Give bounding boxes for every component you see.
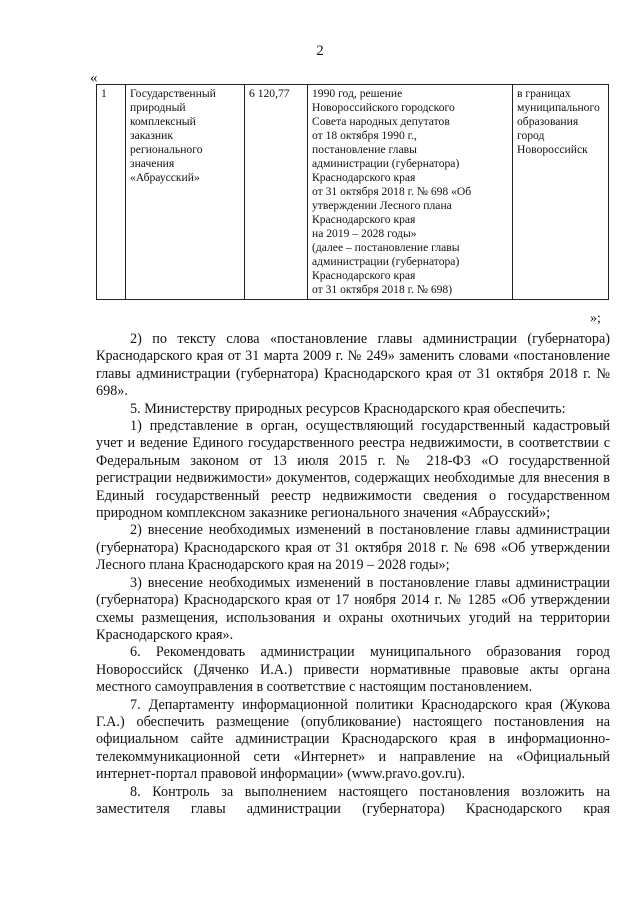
area-cell: 6 120,77: [245, 85, 308, 300]
legal-basis-cell: [308, 85, 513, 300]
row-number-cell: 1: [97, 85, 126, 300]
location-line: муниципального: [517, 101, 600, 114]
legal-basis-line: Краснодарского края: [312, 171, 416, 184]
paragraph-item-5-2: 2) внесение необходимых изменений в постановление главы администрации (губернатора) Краснодарского края от 31 октября 2018 г. № 698 «Об утверждении Лесного плана Краснодарского края на 2019 – 2028 годы»;: [96, 522, 610, 574]
reserve-name-line: природный: [130, 101, 186, 114]
paragraph-item-5: 5. Министерству природных ресурсов Краснодарского края обеспечить:: [130, 400, 566, 417]
paragraph-item-7: 7. Департаменту информационной политики Краснодарского края (Жукова Г.А.) обеспечить размещение (опубликование) настоящего постановления на официальном сайте администрации Краснодарского края в информационно-телекоммуникационной сети «Интернет» и направление на «Официальный интернет-портал правовой информации» (www.pravo.gov.ru).: [96, 696, 610, 783]
reserve-name-line: регионального: [130, 143, 203, 156]
legal-basis-line: постановление главы: [312, 143, 417, 156]
paragraph-item-6: 6. Рекомендовать администрации муниципального образования город Новороссийск (Дяченко И.А.) привести нормативные правовые акты органа местного самоуправления в соответствие с настоящим постановлением.: [96, 644, 610, 696]
reserve-name-line: комплексный: [130, 115, 196, 128]
location-line: Новороссийск: [517, 143, 588, 156]
reserve-name-line: заказник: [130, 129, 173, 142]
paragraph-amendment-2: 2) по тексту слова «постановление главы администрации (губернатора) Краснодарского края от 31 марта 2009 г. № 249» заменить словами «постановление главы администрации (губернатора) Краснодарского края от 31 октября 2018 г. № 698».: [96, 331, 610, 400]
legal-basis-line: от 18 октября 1990 г.,: [312, 129, 417, 142]
legal-basis-line: (далее – постановление главы: [312, 241, 460, 254]
page-number: 2: [316, 43, 324, 59]
opening-quote-mark: «: [90, 70, 98, 86]
legal-basis-line: Краснодарского края: [312, 269, 416, 282]
reserve-table: [96, 84, 609, 300]
location-cell: [513, 85, 609, 300]
legal-basis-line: администрации (губернатора): [312, 157, 460, 170]
legal-basis-line: от 31 октября 2018 г. № 698 «Об: [312, 185, 472, 198]
reserve-name-cell: [126, 85, 245, 300]
legal-basis-line: утверждении Лесного плана: [312, 199, 452, 212]
legal-basis-line: Совета народных депутатов: [312, 115, 450, 128]
legal-basis-line: администрации (губернатора): [312, 255, 460, 268]
closing-quote-mark: »;: [590, 311, 601, 326]
table-row: [97, 85, 609, 300]
legal-basis-line: Краснодарского края: [312, 213, 416, 226]
reserve-name-line: Государственный: [130, 87, 216, 100]
paragraph-item-5-1: 1) представление в орган, осуществляющий государственный кадастровый учет и ведение Единого государственного реестра недвижимости, в соответствии с Федеральным законом от 13 июля 2015 г. № 218-ФЗ «О государственной регистрации недвижимости» документов, содержащих необходимые для внесения в Единый государственный реестр недвижимости сведения о государственном природном комплексном заказнике регионального значения «Абраусский»;: [96, 418, 610, 522]
legal-basis-line: 1990 год, решение: [312, 87, 403, 100]
legal-basis-line: от 31 октября 2018 г. № 698): [312, 283, 453, 296]
paragraph-item-5-3: 3) внесение необходимых изменений в постановление главы администрации (губернатора) Краснодарского края от 17 ноября 2014 г. № 1285 «Об утверждении схемы размещения, использования и охраны охотничьих угодий на территории Краснодарского края».: [96, 574, 610, 643]
location-line: город: [517, 129, 545, 142]
location-line: образования: [517, 115, 579, 128]
location-line: в границах: [517, 87, 571, 100]
legal-basis-line: на 2019 – 2028 годы»: [312, 227, 417, 240]
document-body: [96, 331, 610, 818]
paragraph-item-8: 8. Контроль за выполнением настоящего постановления возложить на заместителя главы администрации (губернатора) Краснодарского края: [96, 783, 610, 817]
legal-basis-line: Новороссийского городского: [312, 101, 455, 114]
reserve-name-line: «Абраусский»: [130, 171, 200, 184]
reserve-name-line: значения: [130, 157, 175, 170]
